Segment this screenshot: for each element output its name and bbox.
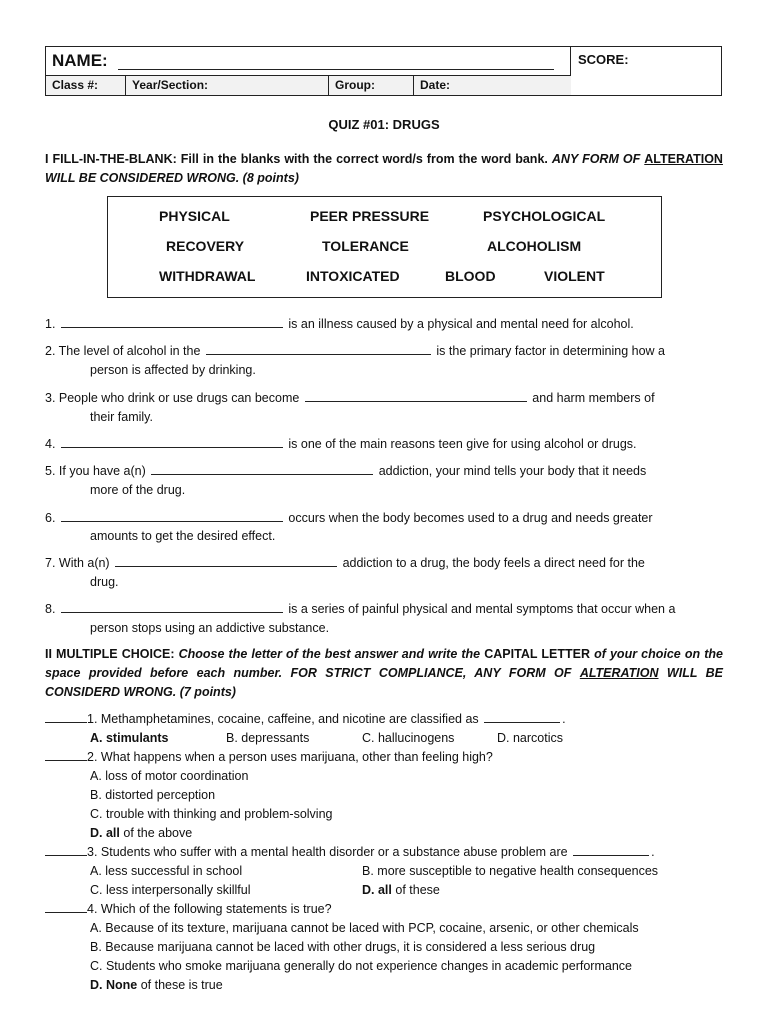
fill-item-continuation: more of the drug. xyxy=(90,483,186,497)
year-section-label: Year/Section: xyxy=(132,78,209,92)
mc-end-mark: . xyxy=(562,712,566,726)
fill-item-pre: 4. xyxy=(45,437,56,451)
fill-item-post: is one of the main reasons teen give for using alcohol or drugs. xyxy=(288,437,637,451)
mc-option: B. distorted perception xyxy=(90,788,216,802)
word-bank xyxy=(107,196,662,298)
name-field[interactable] xyxy=(118,69,554,70)
mc-option-text: stimulants xyxy=(105,731,169,745)
mc-option-text: of these is true xyxy=(140,978,223,992)
word-bank-item: WITHDRAWAL xyxy=(159,268,256,284)
word-bank-item: VIOLENT xyxy=(544,268,605,284)
fill-item xyxy=(45,342,723,361)
fill-item-pre: 1. xyxy=(45,317,56,331)
group-field[interactable] xyxy=(329,76,414,95)
mc-option-letter: D. xyxy=(362,883,375,897)
mc-option-keyword: None xyxy=(105,978,138,992)
mc-question xyxy=(45,843,655,862)
part2-instructions xyxy=(45,645,723,702)
part2-instruction-a: Choose the letter of the best answer and write the xyxy=(178,647,481,661)
word-bank-item: ALCOHOLISM xyxy=(487,238,582,254)
date-label: Date: xyxy=(420,78,451,92)
mc-option: C. trouble with thinking and problem-solving xyxy=(90,807,333,821)
quiz-title: QUIZ #01: DRUGS xyxy=(328,117,440,132)
mc-question xyxy=(45,710,566,729)
fill-item-pre: 7. With a(n) xyxy=(45,556,110,570)
fill-item-post: addiction, your mind tells your body that it needs xyxy=(378,464,647,478)
part1-heading: I FILL-IN-THE-BLANK: xyxy=(45,152,177,166)
fill-item-post: and harm members of xyxy=(532,391,655,405)
mc-option-keyword: all xyxy=(105,826,120,840)
fill-item-pre: 5. If you have a(n) xyxy=(45,464,146,478)
answer-blank[interactable] xyxy=(305,389,527,402)
mc-option-text: of the above xyxy=(123,826,193,840)
fill-item xyxy=(45,462,723,481)
mc-option-letter: D. xyxy=(90,978,103,992)
student-info-header xyxy=(45,46,722,96)
name-label: NAME: xyxy=(52,51,108,70)
word-bank-item: RECOVERY xyxy=(166,238,245,254)
answer-blank[interactable] xyxy=(45,843,87,856)
question-blank xyxy=(484,710,560,723)
fill-item-pre: 3. People who drink or use drugs can become xyxy=(45,391,300,405)
fill-item-pre: 8. xyxy=(45,602,56,616)
fill-item-post: is the primary factor in determining how a xyxy=(436,344,665,358)
fill-item-pre: 2. The level of alcohol in the xyxy=(45,344,201,358)
mc-question-text: 4. Which of the following statements is true? xyxy=(87,902,332,916)
class-field[interactable] xyxy=(46,76,126,95)
mc-option xyxy=(90,729,169,748)
mc-option: C. Students who smoke marijuana generally do not experience changes in academic performance xyxy=(90,959,632,973)
fill-item-continuation: drug. xyxy=(90,575,119,589)
answer-blank[interactable] xyxy=(61,435,283,448)
part2-instruction-c: of your choice on the space provided before each number. FOR STRICT COMPLIANCE, ANY FORM OF xyxy=(45,647,723,680)
fill-item-post: occurs when the body becomes used to a drug and needs greater xyxy=(288,511,653,525)
mc-option xyxy=(362,881,440,900)
mc-option-letter: A. xyxy=(90,731,103,745)
class-label: Class #: xyxy=(52,78,99,92)
answer-blank[interactable] xyxy=(115,554,337,567)
year-section-field[interactable] xyxy=(126,76,329,95)
score-cell[interactable] xyxy=(571,47,721,95)
fill-item-pre: 6. xyxy=(45,511,56,525)
fill-item xyxy=(45,554,723,573)
answer-blank[interactable] xyxy=(151,462,373,475)
fill-item-post: is an illness caused by a physical and mental need for alcohol. xyxy=(288,317,634,331)
mc-question-text: 3. Students who suffer with a mental health disorder or a substance abuse problem are xyxy=(87,845,568,859)
mc-option: B. more susceptible to negative health consequences xyxy=(362,864,659,878)
answer-blank[interactable] xyxy=(61,315,283,328)
date-field[interactable] xyxy=(414,76,571,95)
mc-question-text: 2. What happens when a person uses marijuana, other than feeling high? xyxy=(87,750,493,764)
fill-item-continuation: person is affected by drinking. xyxy=(90,363,256,377)
mc-option-letter: D. xyxy=(90,826,103,840)
word-bank-item: TOLERANCE xyxy=(322,238,409,254)
score-label: SCORE: xyxy=(578,52,629,67)
word-bank-item: INTOXICATED xyxy=(306,268,400,284)
part2-heading: II MULTIPLE CHOICE: xyxy=(45,647,175,661)
word-bank-item: PSYCHOLOGICAL xyxy=(483,208,606,224)
mc-option: A. less successful in school xyxy=(90,864,243,878)
fill-item-continuation: their family. xyxy=(90,410,153,424)
answer-blank[interactable] xyxy=(45,710,87,723)
mc-question-text: 1. Methamphetamines, cocaine, caffeine, and nicotine are classified as xyxy=(87,712,479,726)
word-bank-item: BLOOD xyxy=(445,268,496,284)
answer-blank[interactable] xyxy=(61,600,283,613)
part1-warning-a: ANY FORM OF xyxy=(551,152,641,166)
mc-option: C. hallucinogens xyxy=(362,731,455,745)
answer-blank[interactable] xyxy=(45,900,87,913)
mc-option-keyword: all xyxy=(377,883,392,897)
group-label: Group: xyxy=(335,78,375,92)
mc-question xyxy=(45,900,332,919)
part2-instruction-capital: CAPITAL LETTER xyxy=(484,647,590,661)
name-cell xyxy=(46,47,571,76)
mc-option: B. Because marijuana cannot be laced with other drugs, it is considered a less serious drug xyxy=(90,940,596,954)
fill-item-continuation: amounts to get the desired effect. xyxy=(90,529,276,543)
info-row xyxy=(46,76,571,95)
mc-option-text: of these xyxy=(395,883,440,897)
mc-option: A. Because of its texture, marijuana cannot be laced with PCP, cocaine, arsenic, or other chemicals xyxy=(90,921,639,935)
fill-item xyxy=(45,435,723,454)
mc-option: D. narcotics xyxy=(497,731,563,745)
answer-blank[interactable] xyxy=(45,748,87,761)
fill-item xyxy=(45,389,723,408)
fill-item xyxy=(45,509,723,528)
fill-item xyxy=(45,315,723,334)
part1-instruction: Fill in the blanks with the correct word/s from the word bank. xyxy=(180,152,548,166)
fill-item-post: is a series of painful physical and mental symptoms that occur when a xyxy=(288,602,676,616)
part1-warning-alteration: ALTERATION xyxy=(644,152,723,166)
part1-warning-c: WILL BE CONSIDERED WRONG. (8 points) xyxy=(45,171,299,185)
mc-option xyxy=(90,976,223,995)
word-bank-item: PHYSICAL xyxy=(159,208,230,224)
mc-end-mark: . xyxy=(651,845,655,859)
word-bank-item: PEER PRESSURE xyxy=(310,208,430,224)
mc-question xyxy=(45,748,493,767)
part2-instruction-alteration: ALTERATION xyxy=(579,666,659,680)
part1-instructions xyxy=(45,150,723,188)
mc-option: A. loss of motor coordination xyxy=(90,769,249,783)
fill-item-post: addiction to a drug, the body feels a direct need for the xyxy=(342,556,645,570)
answer-blank[interactable] xyxy=(206,342,431,355)
answer-blank[interactable] xyxy=(61,509,283,522)
fill-item xyxy=(45,600,723,619)
mc-option xyxy=(90,824,192,843)
part2-instruction-e: WILL BE CONSIDERD WRONG. (7 points) xyxy=(45,666,723,699)
fill-item-continuation: person stops using an addictive substance. xyxy=(90,621,330,635)
mc-option: C. less interpersonally skillful xyxy=(90,883,251,897)
mc-option: B. depressants xyxy=(226,731,310,745)
question-blank xyxy=(573,843,649,856)
